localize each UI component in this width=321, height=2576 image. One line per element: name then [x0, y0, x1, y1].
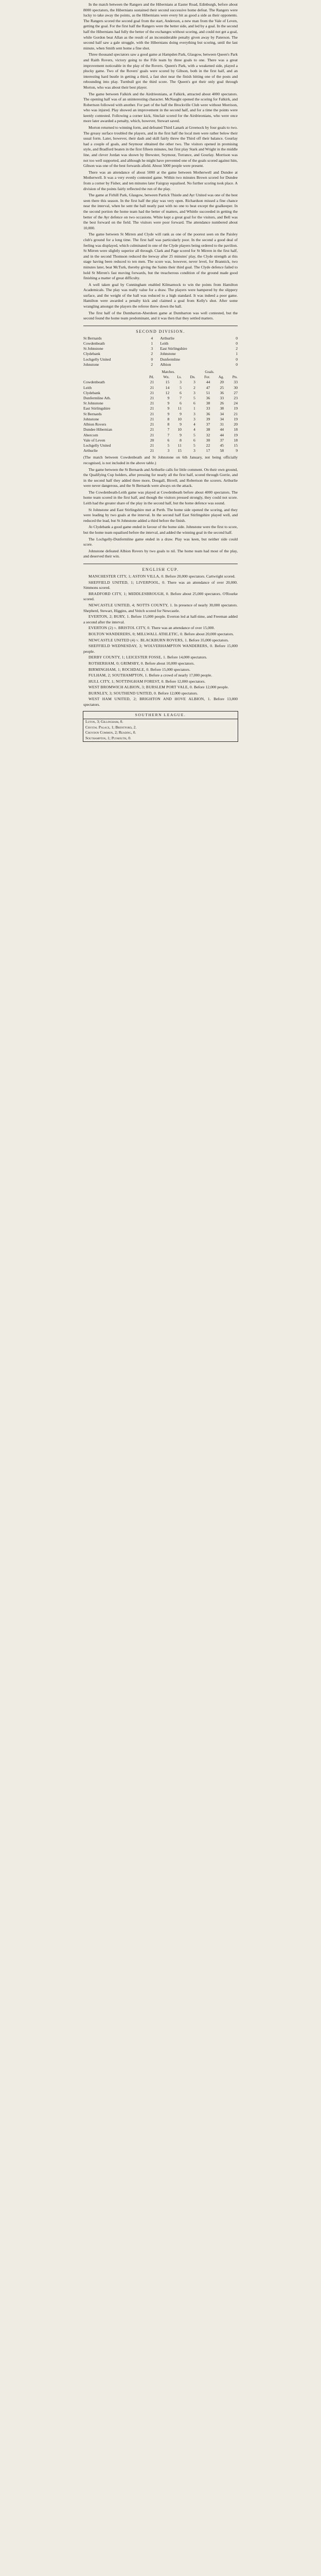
away-score: 0 [236, 341, 238, 346]
report-paragraph: Johnstone defeated Albion Rovers by two goals to nil. The home team had most of the play, and deserved their win. [83, 548, 238, 559]
cup-tie-item [83, 614, 238, 625]
home-score: 3 [151, 346, 153, 351]
table-note: (The match between Cowdenbeath and St Johnstone on 6th January, not being officially recognised, is not included in the above table.) [83, 455, 238, 465]
report-paragraph: The game at Firhill Park, Glasgow, between Partick Thistle and Ayr United was one of the best seen there this season. In the first half the play was very open. Richardson missed a fine chance near the interval, when he sent the ball neatly past with no one to beat except the goalkeeper. In the second portion the home team had the better of matters, and Whittle succeeded in getting the better of the Ayr defence on two occasions. White kept a great goal for the visitors, and Bell was the best forward on the field. The visitors were poor forward. The attendance numbered about 10,000. [83, 193, 238, 230]
cup-tie-result: EVERTON (2) v. BRISTOL CITY, 0. [88, 625, 151, 631]
table-cell: 1 [193, 406, 195, 411]
cup-tie-item [83, 643, 238, 654]
table-cell: 44 [220, 432, 224, 437]
table-cell: 6 [193, 401, 195, 406]
table-cell: 38 [206, 427, 210, 432]
results-table [83, 336, 238, 367]
team-name: Leith [83, 385, 92, 390]
cup-tie-item [83, 691, 238, 697]
cup-tie-text: Before 14,000 spectators. [167, 655, 207, 660]
table-cell: 3 [180, 380, 182, 385]
table-cell: 36 [206, 411, 210, 416]
result-row [83, 346, 238, 351]
cup-tie-text: Before 13,000 spectators. [83, 697, 238, 707]
table-cell: 21 [150, 390, 154, 395]
cup-tie-result: WEST BROMWICH ALBION, 3; BURSLEM PORT VALE, 0. [88, 685, 193, 690]
table-cell: 3 [193, 448, 195, 453]
table-cell: 21 [150, 411, 154, 416]
cup-tie-result: BOLTON WANDERERS, 0; MILLWALL ATHLETIC, 0. [88, 631, 184, 636]
table-cell: 7 [167, 432, 170, 437]
cup-tie-item [83, 661, 238, 667]
newspaper-page [0, 2, 321, 2576]
table-cell: 3 [193, 390, 195, 395]
cup-tie-result: SHEFFIELD UNITED, 1; LIVERPOOL, 0. [88, 580, 166, 585]
table-cell: 9 [180, 432, 182, 437]
table-cell: 38 [220, 406, 224, 411]
team-name: St Johnstone [83, 401, 103, 406]
away-score: 0 [236, 357, 238, 362]
cup-tie-result: BURNLEY, 3; SOUTHEND UNITED, 0. [88, 690, 157, 696]
table-row [83, 443, 238, 448]
report-paragraph: The game between St Mirren and Clyde will rank as one of the poorest seen on the Paisley club's ground for a long time. The first half was particularly poor. In the second a good deal of feeling was displayed, which culminated in one of the Clyde players being ordered to the pavilion. St Mirren were slightly superior all through. Clark and Page scored for St Mirren in the first half, and in the second Thomson reduced the leeway after 25 minutes' play, the Clyde strength at this stage having been reduced to ten men. The score was, however, never level, for Brannick, two minutes later, beat McTurk, thereby giving the Saints their third goal. The Clyde defence failed to hold St Mirren's fast moving forwards, but the treacherous condition of the ground made good finishing a matter of great difficulty. [83, 232, 238, 281]
home-score: 4 [151, 335, 153, 341]
cup-tie-text: There was an attendance of over 15,000. [151, 625, 215, 631]
table-cell: 20 [150, 437, 154, 443]
cup-tie-item [83, 603, 238, 614]
table-cell: 8 [180, 437, 182, 443]
cup-tie-item [83, 625, 238, 631]
cup-tie-result: BRADFORD CITY, 1; MIDDLESBROUGH, 0. [88, 591, 169, 596]
table-cell: 21 [150, 401, 154, 406]
table-cell: 44 [206, 380, 210, 385]
away-score: 2 [236, 346, 238, 351]
team-name: Vale of Leven [83, 437, 105, 443]
column-header: Pd. [149, 375, 154, 380]
table-cell: 21 [150, 380, 154, 385]
section-title: SECOND DIVISION. [136, 329, 185, 334]
table-cell: 58 [220, 448, 224, 453]
column-header: For. [204, 375, 210, 380]
table-cell: 3 [193, 380, 195, 385]
cup-tie-text: Before about 20,000 spectators. [184, 631, 234, 636]
southern-league-result: Croydon Common, 2; Reading, 0. [85, 730, 136, 735]
table-cell: 18 [234, 437, 238, 443]
cup-tie-result: WEST HAM UNITED, 2; BRIGHTON AND HOVE ALBION, 1. [88, 697, 211, 702]
away-team: Albion [160, 362, 171, 367]
team-name: East Stirlingshire [83, 406, 111, 411]
table-cell: 21 [150, 416, 154, 421]
team-name: Arthurlie [83, 448, 98, 453]
goals-heading: Goals. [205, 370, 215, 375]
table-cell: 21 [150, 427, 154, 432]
team-name: St Bernards [83, 411, 102, 416]
cup-tie-result: MANCHESTER CITY, 1; ASTON VILLA, 0. [88, 574, 165, 579]
cup-ties [83, 574, 238, 708]
table-cell: 5 [193, 432, 195, 437]
table-cell: 25 [220, 385, 224, 390]
table-cell: 30 [234, 385, 238, 390]
table-cell: 11 [177, 406, 182, 411]
table-row [83, 406, 238, 411]
cup-tie-text: Before 35,000 spectators. [189, 637, 229, 642]
cup-tie-item [83, 632, 238, 637]
table-cell: 9 [236, 448, 238, 453]
team-name: Cowdenbeath [83, 380, 105, 385]
table-cell: 7 [180, 396, 182, 401]
table-cell: 3 [193, 416, 195, 421]
table-cell: 9 [167, 401, 170, 406]
table-cell: 5 [193, 396, 195, 401]
table-cell: 18 [234, 427, 238, 432]
table-row [83, 417, 238, 422]
cup-tie-item [83, 679, 238, 685]
report-paragraph: In the match between the Rangers and the Hibernians at Easter Road, Edinburgh, before about 8000 spectators, the Hibernians sustained their second successive home defeat. The Rangers were lucky to take away the points, as the Hibernians were every bit as good a side as their opponents. The Rangers scored the second goal from the start, Anderson, a new man from the Vale of Leven, getting the goal. For the first half the Rangers were the better side, and led by a goal. In the second half the Hibernians had fully the better of the exchanges without scoring, and could not get a goal, while Gordon beat Allan as the result of an inconsiderable penalty given away by Paterson. The second half saw a gale struggle, with the Hibernians doing everything but scoring, until the last minute, when Smith sent home a fine shot. [83, 2, 238, 50]
column-header: Wn. [163, 375, 170, 380]
second-division-section [83, 329, 238, 560]
table-cell: 21 [150, 385, 154, 390]
scottish-match-report [83, 2, 238, 321]
cup-tie-item [83, 638, 238, 643]
cup-tie-result: HULL CITY, 1; NOTTINGHAM FOREST, 0. [88, 679, 165, 684]
table-cell: 6 [193, 437, 195, 443]
cup-tie-item [83, 685, 238, 690]
cup-tie-result: ROTHERHAM, 0; GRIMSBY, 0. [88, 660, 144, 666]
table-cell: 4 [193, 422, 195, 427]
away-team: East Stirlingshire [160, 346, 187, 351]
report-paragraph: The game between the St Bernards and Arthurlie calls for little comment. On their own ground, the Qualifying Cup holders, after pressing for nearly all the first half, scored through Gorrie, and in the second half they added three more, Dougall, Birrell, and Robertson the scorers. Arthurlie were never dangerous, and the St Bernards were always on the attack. [83, 467, 238, 488]
cup-tie-text: Before 12,000 spectators. [158, 690, 198, 696]
report-paragraph: Three thousand spectators saw a good game at Hampden Park, Glasgow, between Queen's Park and Raith Rovers, victory going to the Fife team by three goals to one. There was a great improvement noticeable in the play of the Rovers. Queen's Park, with a weakened side, played a plucky game. Two of the Rovers' goals were scored by Gibson, both in the first half, and an interesting hard bustle in getting a third, a fast shot near the finish hitting one of the posts and rebounding into play. Turnbull got the third score. The Queen's got their only goal through Morton, who was about their best player. [83, 52, 238, 90]
table-cell: 45 [220, 443, 224, 448]
section-title: SOUTHERN LEAGUE. [83, 711, 238, 720]
table-cell: 21 [150, 396, 154, 401]
home-team: St Johnstone [83, 346, 103, 351]
table-cell: 5 [180, 385, 182, 390]
home-score: 2 [151, 362, 153, 367]
team-name: Dundee Hibernian [83, 427, 112, 432]
team-name: Albion Rovers [83, 422, 106, 427]
cup-tie-text: Before a crowd of nearly 17,000 people. [149, 673, 212, 678]
southern-league-box [83, 711, 238, 742]
away-team: Arthurlie [160, 335, 175, 341]
home-score: 1 [151, 341, 153, 346]
away-score: 1 [236, 351, 238, 357]
southern-league-result: Crystal Palace, 1; Brentford, 2. [85, 724, 137, 730]
result-row [83, 336, 238, 341]
cup-tie-text: There was an attendance of over 20,000. Simmons scored. [83, 580, 238, 590]
table-cell: 20 [234, 422, 238, 427]
table-cell: 31 [220, 422, 224, 427]
team-name: Dunfermline Ath. [83, 396, 111, 401]
table-cell: 37 [220, 437, 224, 443]
table-cell: 33 [234, 380, 238, 385]
table-cell: 51 [206, 390, 210, 395]
table-cell: 15 [234, 443, 238, 448]
table-cell: 34 [220, 416, 224, 421]
table-cell: 9 [180, 411, 182, 416]
table-cell: 26 [220, 401, 224, 406]
cup-tie-text: Before about 25,000 spectators. O'Rourke scored. [83, 591, 238, 602]
table-cell: 47 [206, 385, 210, 390]
table-cell: 19 [234, 406, 238, 411]
table-cell: 39 [206, 416, 210, 421]
table-cell: 10 [177, 427, 182, 432]
table-cell: 36 [220, 390, 224, 395]
cup-tie-text: Before 20,000 spectators. Cartwright scored. [165, 574, 236, 579]
table-cell: 5 [167, 443, 170, 448]
cup-tie-result: SHEFFIELD WEDNESDAY, 3; WOLVERHAMPTON WANDERERS, 0. [88, 643, 213, 649]
table-cell: 30 [206, 437, 210, 443]
table-cell: 8 [167, 422, 170, 427]
cup-tie-text: Before 15,000 spectators. [150, 667, 190, 672]
report-paragraph: There was an attendance of about 5000 at the game between Motherwell and Dundee at Motherwell. It was a very evenly contested game. Within two minutes Brown scored for Dundee from a corner by Fisher, and ten minutes later Fairgray equalised. No further scoring took place. A division of the points fairly reflected the run of the play. [83, 170, 238, 191]
table-row [83, 391, 238, 396]
result-row [83, 341, 238, 346]
home-team: Clydebank [83, 351, 100, 357]
table-row [83, 385, 238, 391]
table-cell: 9 [167, 406, 170, 411]
report-paragraph: A well taken goal by Cunningham enabled Kilmarnock to win the points from Hamilton Academicals. The play was really value for a draw. The players were hampered by the slippery surface, and the weight of the ball was reduced to a high standard. It was indeed a poor game. Hamilton were awarded a penalty kick and claimed a goal from Kelly's shot. After some wrangling amongst the players the referee threw down the ball. [83, 282, 238, 309]
table-cell: 17 [206, 448, 210, 453]
table-cell: 7 [167, 427, 170, 432]
table-cell: 9 [167, 396, 170, 401]
table-cell: 6 [167, 437, 170, 443]
table-cell: 37 [206, 422, 210, 427]
report-paragraph: The Lochgelly-Dunfermline game ended in a draw. Play was keen, but neither side could score. [83, 536, 238, 547]
table-cell: 34 [220, 411, 224, 416]
table-cell: 9 [167, 411, 170, 416]
table-cell: 2 [193, 385, 195, 390]
away-score: 0 [236, 335, 238, 341]
matches-heading: Matches. [162, 370, 175, 375]
table-cell: 22 [206, 443, 210, 448]
table-row [83, 412, 238, 417]
cup-tie-text: Before 15,000 people. Everton led at half-time, and Freeman added a second after the interval. [83, 614, 238, 624]
cup-tie-result: FULHAM, 2; SOUTHAMPTON, 1. [88, 673, 148, 678]
table-cell: 38 [206, 401, 210, 406]
table-cell: 15 [177, 448, 182, 453]
table-row [83, 433, 238, 438]
cup-tie-result: BIRMINGHAM, 1; ROCHDALE, 0. [88, 667, 150, 672]
table-cell: 11 [177, 443, 182, 448]
table-cell: 3 [167, 448, 170, 453]
cup-tie-item [83, 591, 238, 602]
cup-tie-item [83, 697, 238, 707]
report-paragraph: The Cowdenbeath-Leith game was played at Cowdenbeath before about 4000 spectators. The home team scored in the first half, and though the visitors pressed strongly, they could not score. Leith had the greater share of the play in the second half, but the home defence was sound. [83, 489, 238, 506]
table-cell: 9 [180, 422, 182, 427]
report-paragraph: The first half of the Dumbarton-Aberdeen game at Dumbarton was well contested, but the second found the home team predominant, and it was then that they settled matters. [83, 310, 238, 321]
table-row [83, 427, 238, 432]
cup-tie-text: Before about 10,000 spectators. [145, 660, 195, 666]
home-team: Lochgelly United [83, 357, 111, 362]
table-cell: 8 [167, 416, 170, 421]
column-header: Ls. [177, 375, 182, 380]
southern-league-result: Southampton, 1; Plymouth, 0. [85, 736, 131, 741]
cup-tie-item [83, 580, 238, 591]
table-row [83, 396, 238, 401]
result-row [83, 362, 238, 367]
table-cell: 6 [180, 390, 182, 395]
league-table-header [83, 369, 238, 375]
report-paragraph: St Johnstone and East Stirlingshire met at Perth. The home side opened the scoring, and they were leading by two goals at the interval. In the second half East Stirlingshire played well, and reduced the lead, but St Johnstone added a third before the finish. [83, 507, 238, 523]
table-cell: 19 [234, 432, 238, 437]
section-title: ENGLISH CUP. [142, 567, 179, 572]
cup-tie-result: EVERTON, 2; BURY, 1. [88, 614, 130, 619]
home-team: Cowdenbeath [83, 341, 105, 346]
cup-tie-item [83, 655, 238, 660]
table-cell: 23 [234, 396, 238, 401]
team-name: Abercorn [83, 432, 98, 437]
column-header: Pts. [232, 375, 238, 380]
team-name: Lochgelly United [83, 443, 111, 448]
cup-tie-text: Before 12,000 people. [194, 685, 229, 690]
table-row [83, 448, 238, 453]
report-paragraph: Morton returned to winning form, and defeated Third Lanark at Greenock by four goals to two. The greasy surface troubled the players, and in the first half the local men were rather below their usual form. Later, however, their dash and skill fairly threw the Third off their balance. Gourlay had a couple of goals, and Seymour obtained the other two. The visitors opened in promising style, and Bradford beaten in the first fifteen minutes, but first play Stark and Wright in the middle line, and clever Jordan was shown by Brewster, Seymour, Torrance, and Gourlay. Morrison was not too well supported, and although he might have prevented one of the goals scored against him, Gibson was one of the best forwards afield. About 5000 people were present. [83, 125, 238, 168]
table-cell: 4 [193, 427, 195, 432]
table-cell: 10 [177, 416, 182, 421]
cup-tie-text: In presence of nearly 30,000 spectators. Shepherd, Stewart, Higgins, and Veitch scored for Newcastle. [83, 602, 238, 613]
table-cell: 21 [150, 422, 154, 427]
table-row [83, 401, 238, 406]
table-cell: 33 [220, 396, 224, 401]
home-team: Johnstone [83, 362, 99, 367]
cup-tie-item [83, 673, 238, 679]
home-score: 0 [151, 357, 153, 362]
cup-tie-text: Before 15,000 people. [83, 643, 238, 654]
away-score: 0 [236, 362, 238, 367]
cup-tie-result: NEWCASTLE UNITED (4) v. BLACKBURN ROVERS, 1. [88, 637, 188, 642]
table-cell: 24 [234, 401, 238, 406]
team-name: Clydebank [83, 390, 100, 395]
report-paragraph: At Clydebank a good game ended in favour of the home side. Johnstone were the first to score, but the home team equalised before the interval, and added the winning goal in the second half. [83, 524, 238, 535]
result-row [83, 357, 238, 362]
home-team: St Bernards [83, 335, 102, 341]
away-team: Johnstone [160, 351, 176, 357]
table-cell: 3 [193, 411, 195, 416]
table-cell: 27 [234, 390, 238, 395]
column-header: Dn. [190, 375, 195, 380]
team-name: Johnstone [83, 416, 99, 421]
table-cell: 33 [206, 406, 210, 411]
table-cell: 21 [150, 443, 154, 448]
table-cell: 15 [165, 380, 170, 385]
southern-league-result: Luton, 3; Gillingham, 0. [85, 719, 123, 724]
result-row [83, 351, 238, 357]
cup-tie-result: NEWCASTLE UNITED, 4; NOTTS COUNTY, 1. [88, 602, 173, 607]
home-score: 2 [151, 351, 153, 357]
table-row [83, 422, 238, 427]
table-cell: 21 [150, 406, 154, 411]
team-col-head [83, 375, 141, 380]
away-team: Leith [160, 341, 169, 346]
cup-tie-text: Before 12,000 spectators. [165, 679, 206, 684]
english-cup-section [83, 567, 238, 708]
table-cell: 44 [220, 427, 224, 432]
cup-tie-item [83, 667, 238, 673]
away-team: Dunfermline [160, 357, 180, 362]
table-row [83, 380, 238, 385]
table-cell: 14 [165, 385, 170, 390]
column-header: Ag. [218, 375, 224, 380]
table-cell: 6 [180, 401, 182, 406]
table-cell: 32 [206, 432, 210, 437]
cup-tie-item [83, 574, 238, 580]
table-cell: 12 [165, 390, 170, 395]
table-cell: 21 [234, 411, 238, 416]
table-cell: 5 [193, 443, 195, 448]
cup-tie-result: DERBY COUNTY, 1; LEICESTER FOSSE, 1. [88, 655, 167, 660]
report-paragraph: The game between Falkirk and the Airdrieonians, at Falkirk, attracted about 4000 spectators. The opening half was of an uninteresting character. McNaught opened the scoring for Falkirk, and Robertson followed with another. For part of the half the Brockville Club were without Morrison, who was injured. Play showed an improvement in the second half, and for a time the points were keenly contested. Following a corner kick, Sinclair scored for the Airdrieonians, who were once more later awarded a penalty, which, however, Stewart saved. [83, 91, 238, 124]
table-row [83, 438, 238, 443]
table-cell: 36 [206, 396, 210, 401]
table-cell: 21 [150, 448, 154, 453]
table-cell: 20 [220, 380, 224, 385]
league-table [83, 369, 238, 453]
table-cell: 21 [150, 432, 154, 437]
table-cell: 19 [234, 416, 238, 421]
